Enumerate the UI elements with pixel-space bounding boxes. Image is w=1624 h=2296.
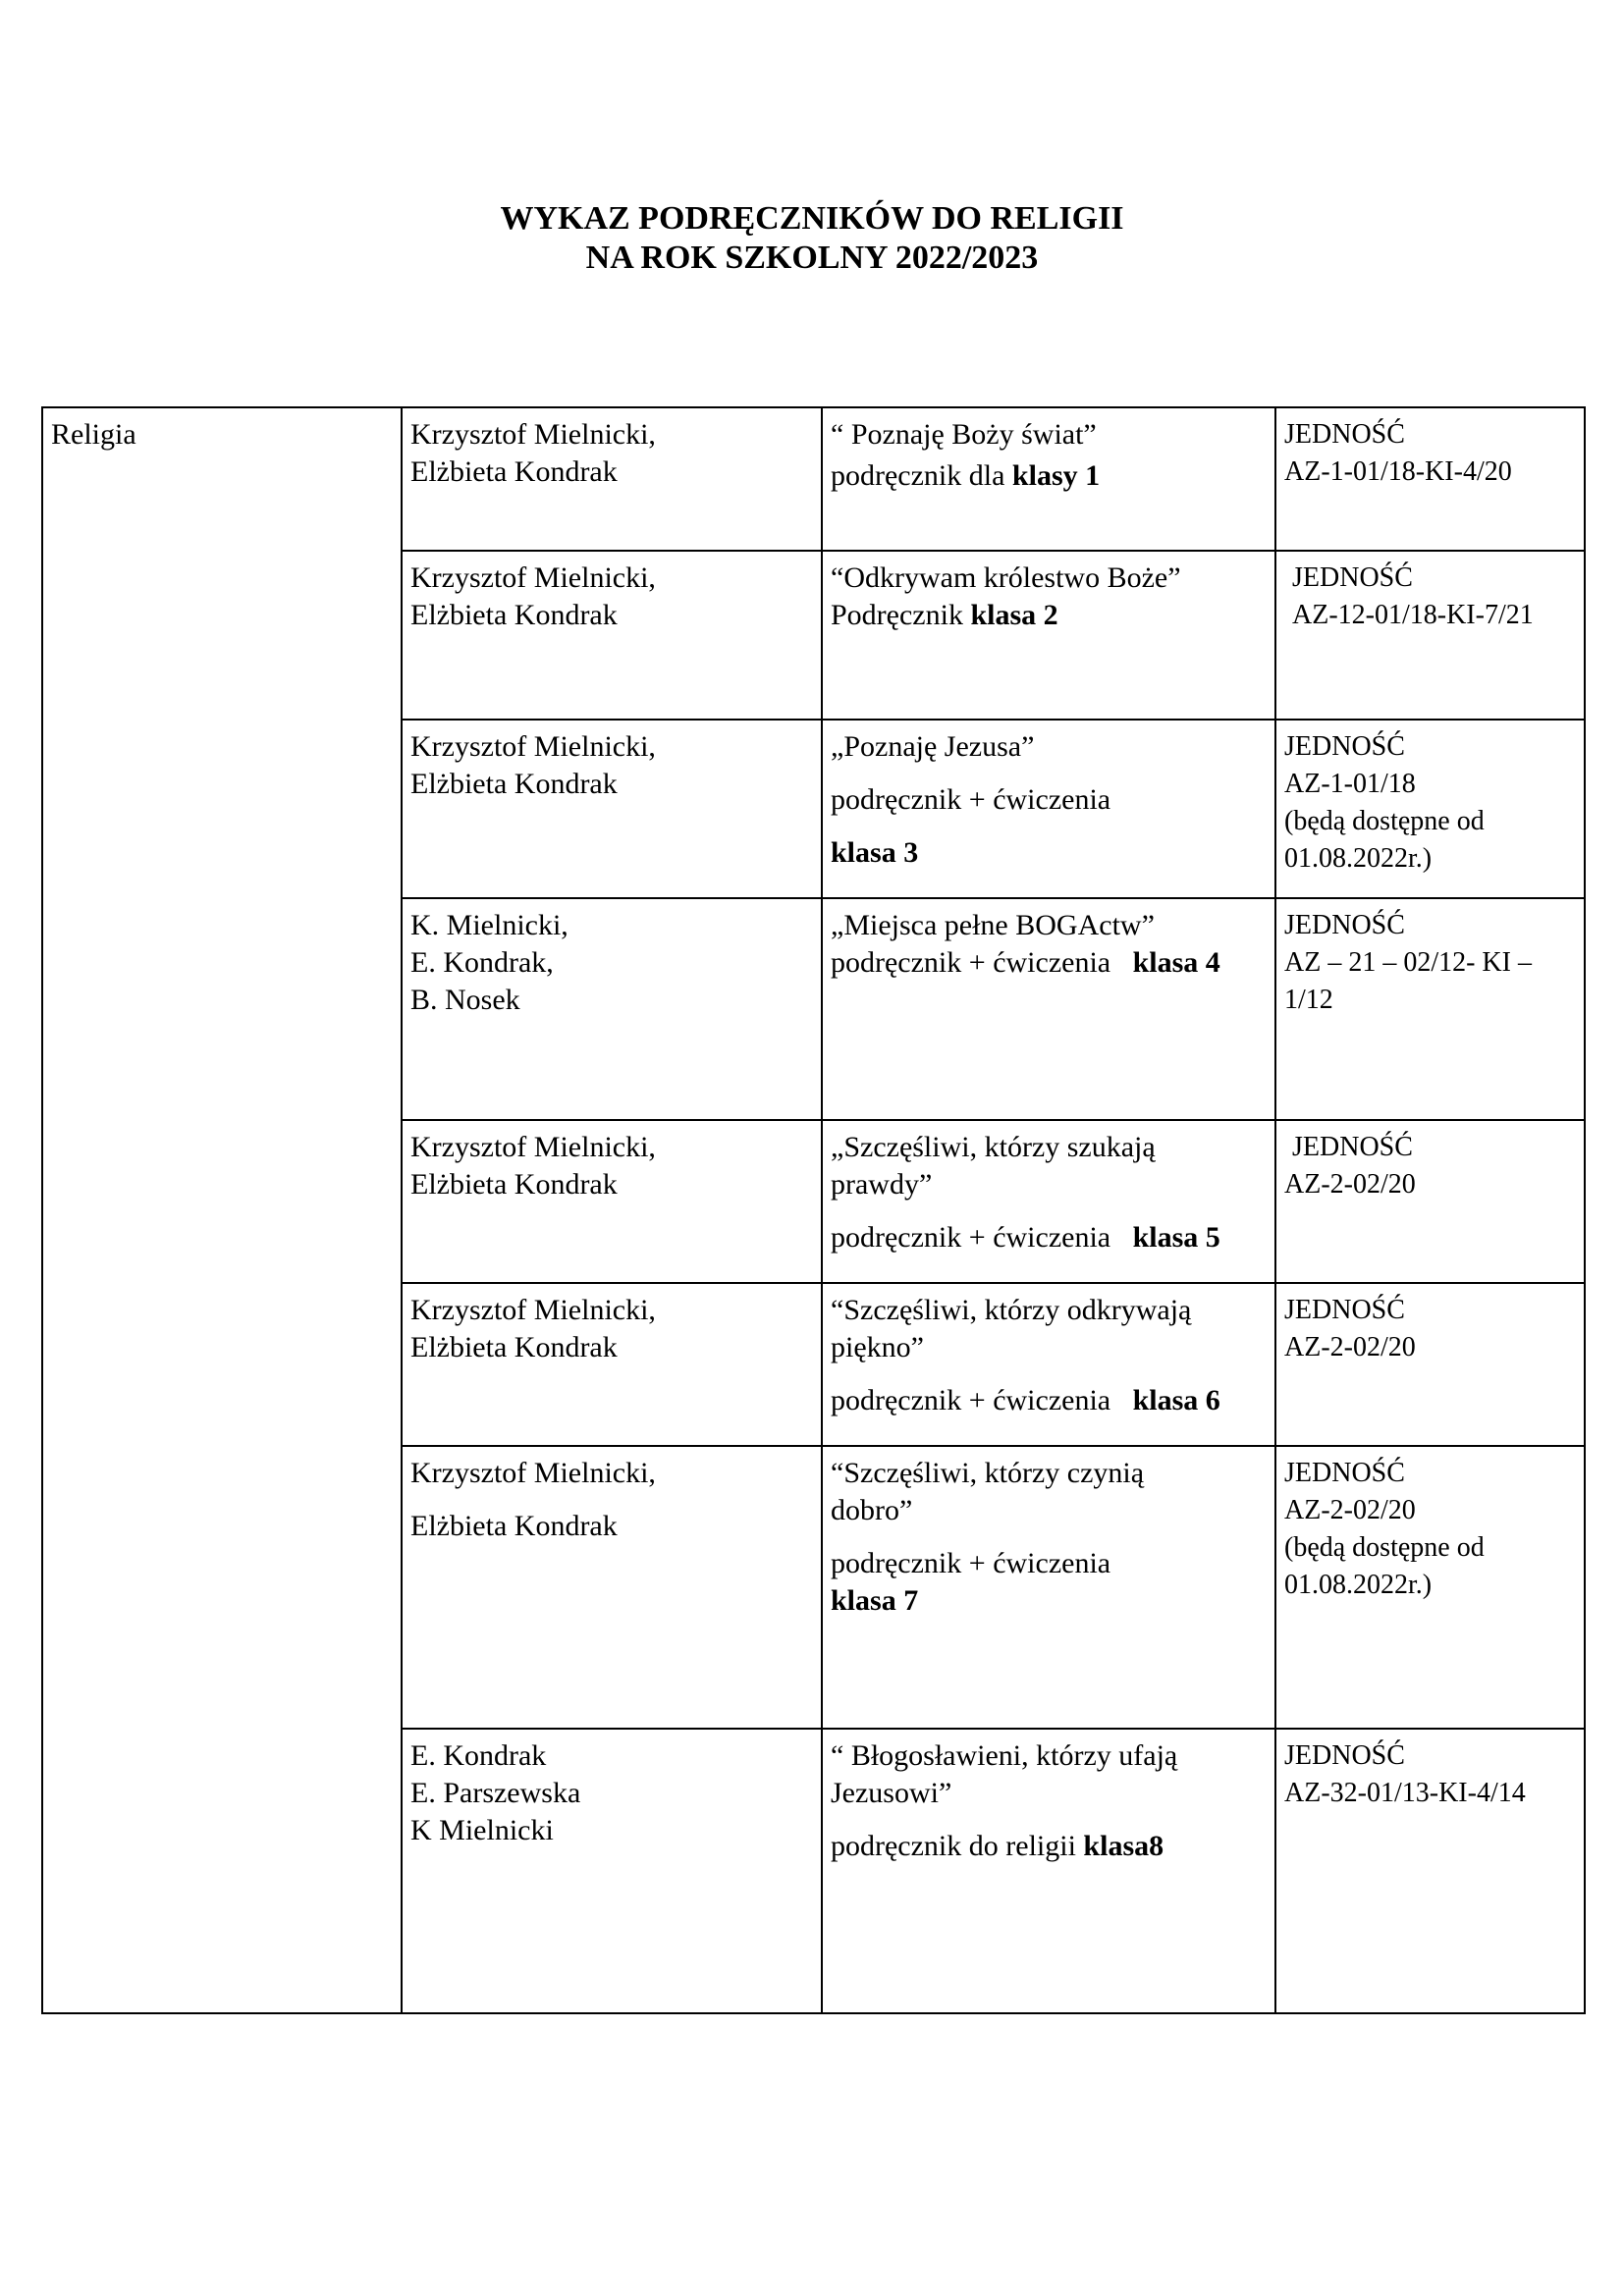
book-grade: klasa 6 [1132, 1384, 1220, 1416]
book-cell [822, 1120, 1275, 1283]
book-title: prawdy” [831, 1168, 933, 1201]
book-title: “Szczęśliwi, którzy czynią [831, 1457, 1145, 1489]
publisher-name: JEDNOŚĆ [1292, 1132, 1413, 1162]
authors-cell [402, 1446, 822, 1729]
authors-cell [402, 407, 822, 551]
author-name: E. Kondrak [410, 1739, 547, 1772]
book-title: „Szczęśliwi, którzy szukają [831, 1131, 1156, 1163]
book-title: dobro” [831, 1494, 913, 1526]
book-title: Jezusowi” [831, 1777, 952, 1809]
publisher-name: JEDNOŚĆ [1284, 1295, 1405, 1325]
book-type-line [831, 1828, 1274, 1865]
book-title: “Odkrywam królestwo Boże” [831, 561, 1181, 594]
book-type: podręcznik + ćwiczenia [831, 1547, 1111, 1579]
author-name: Elżbieta Kondrak [410, 1168, 618, 1201]
book-title: piękno” [831, 1331, 924, 1363]
approval-code: AZ-12-01/18-KI-7/21 [1292, 600, 1534, 630]
author-name: Krzysztof Mielnicki, [410, 1294, 656, 1326]
approval-code: AZ-1-01/18-KI-4/20 [1284, 456, 1512, 487]
book-title: “ Błogosławieni, którzy ufają [831, 1739, 1178, 1772]
author-name: Krzysztof Mielnicki, [410, 418, 656, 451]
authors-cell [402, 551, 822, 720]
book-cell [822, 898, 1275, 1120]
author-name: B. Nosek [410, 984, 520, 1016]
page-title [0, 199, 1624, 278]
publisher-cell [1275, 1283, 1585, 1446]
authors-cell [402, 720, 822, 898]
publisher-name: JEDNOŚĆ [1284, 419, 1405, 450]
book-title: „Miejsca pełne BOGActw” [831, 909, 1155, 941]
author-name: K. Mielnicki, [410, 909, 568, 941]
book-type: podręcznik do religii [831, 1830, 1084, 1862]
author-name: E. Parszewska [410, 1777, 581, 1809]
subject-label: Religia [51, 418, 136, 451]
availability-note: (będą dostępne od [1284, 1532, 1485, 1563]
book-grade: klasa 5 [1132, 1221, 1220, 1254]
book-type-line [831, 944, 1274, 982]
book-title: “Szczęśliwi, którzy odkrywają [831, 1294, 1192, 1326]
author-name: Krzysztof Mielnicki, [410, 730, 656, 763]
book-cell [822, 720, 1275, 898]
book-grade: klasa8 [1083, 1830, 1164, 1862]
book-type: podręcznik + ćwiczenia [831, 1384, 1133, 1416]
publisher-cell [1275, 1446, 1585, 1729]
author-name: Elżbieta Kondrak [410, 455, 618, 488]
book-type: podręcznik dla [831, 459, 1012, 492]
book-grade: klasa 2 [970, 599, 1058, 631]
publisher-name: JEDNOŚĆ [1284, 910, 1405, 940]
book-cell [822, 1283, 1275, 1446]
book-type-line [831, 1219, 1274, 1256]
book-cell [822, 1729, 1275, 2013]
book-title: „Poznaję Jezusa” [831, 730, 1035, 763]
publisher-cell [1275, 407, 1585, 551]
book-grade: klasy 1 [1011, 459, 1101, 492]
approval-code: AZ – 21 – 02/12- KI – [1284, 947, 1532, 978]
approval-code: AZ-2-02/20 [1284, 1169, 1416, 1200]
author-name: Krzysztof Mielnicki, [410, 1457, 656, 1489]
book-title: “ Poznaję Boży świat” [831, 418, 1097, 451]
publisher-name: JEDNOŚĆ [1284, 1458, 1405, 1488]
book-grade: klasa 4 [1132, 946, 1220, 979]
book-grade: klasa 7 [831, 1584, 919, 1617]
title-line-2: NA ROK SZKOLNY 2022/2023 [585, 240, 1039, 276]
approval-code: AZ-1-01/18 [1284, 769, 1416, 799]
publisher-cell [1275, 720, 1585, 898]
approval-code: AZ-2-02/20 [1284, 1495, 1416, 1525]
author-name: Elżbieta Kondrak [410, 1510, 618, 1542]
publisher-name: JEDNOŚĆ [1284, 731, 1405, 762]
book-type-line [831, 457, 1274, 495]
approval-code: AZ-2-02/20 [1284, 1332, 1416, 1362]
publisher-cell [1275, 551, 1585, 720]
book-cell [822, 407, 1275, 551]
table-row [42, 407, 1585, 551]
book-type-line [831, 1382, 1274, 1419]
author-name: Krzysztof Mielnicki, [410, 1131, 656, 1163]
book-cell [822, 1446, 1275, 1729]
book-type: podręcznik + ćwiczenia [831, 1221, 1133, 1254]
authors-cell [402, 898, 822, 1120]
book-cell [822, 551, 1275, 720]
author-name: E. Kondrak, [410, 946, 554, 979]
title-line-1: WYKAZ PODRĘCZNIKÓW DO RELIGII [500, 200, 1124, 237]
author-name: Krzysztof Mielnicki, [410, 561, 656, 594]
authors-cell [402, 1729, 822, 2013]
subject-cell [42, 407, 402, 2013]
book-type: podręcznik + ćwiczenia [831, 946, 1133, 979]
authors-cell [402, 1283, 822, 1446]
publisher-cell [1275, 1729, 1585, 2013]
availability-note: (będą dostępne od [1284, 806, 1485, 836]
author-name: Elżbieta Kondrak [410, 599, 618, 631]
book-type-line [831, 597, 1274, 634]
availability-date: 01.08.2022r.) [1284, 843, 1433, 874]
publisher-name: JEDNOŚĆ [1284, 1740, 1405, 1771]
availability-date: 01.08.2022r.) [1284, 1570, 1433, 1600]
publisher-cell [1275, 898, 1585, 1120]
author-name: Elżbieta Kondrak [410, 1331, 618, 1363]
book-grade: klasa 3 [831, 836, 919, 869]
author-name: Elżbieta Kondrak [410, 768, 618, 800]
author-name: K Mielnicki [410, 1814, 554, 1846]
publisher-cell [1275, 1120, 1585, 1283]
approval-code: AZ-32-01/13-KI-4/14 [1284, 1778, 1526, 1808]
book-type: Podręcznik [831, 599, 971, 631]
approval-code-cont: 1/12 [1284, 985, 1333, 1015]
textbook-table [41, 406, 1586, 2014]
book-type: podręcznik + ćwiczenia [831, 783, 1111, 816]
publisher-name: JEDNOŚĆ [1292, 562, 1413, 593]
authors-cell [402, 1120, 822, 1283]
